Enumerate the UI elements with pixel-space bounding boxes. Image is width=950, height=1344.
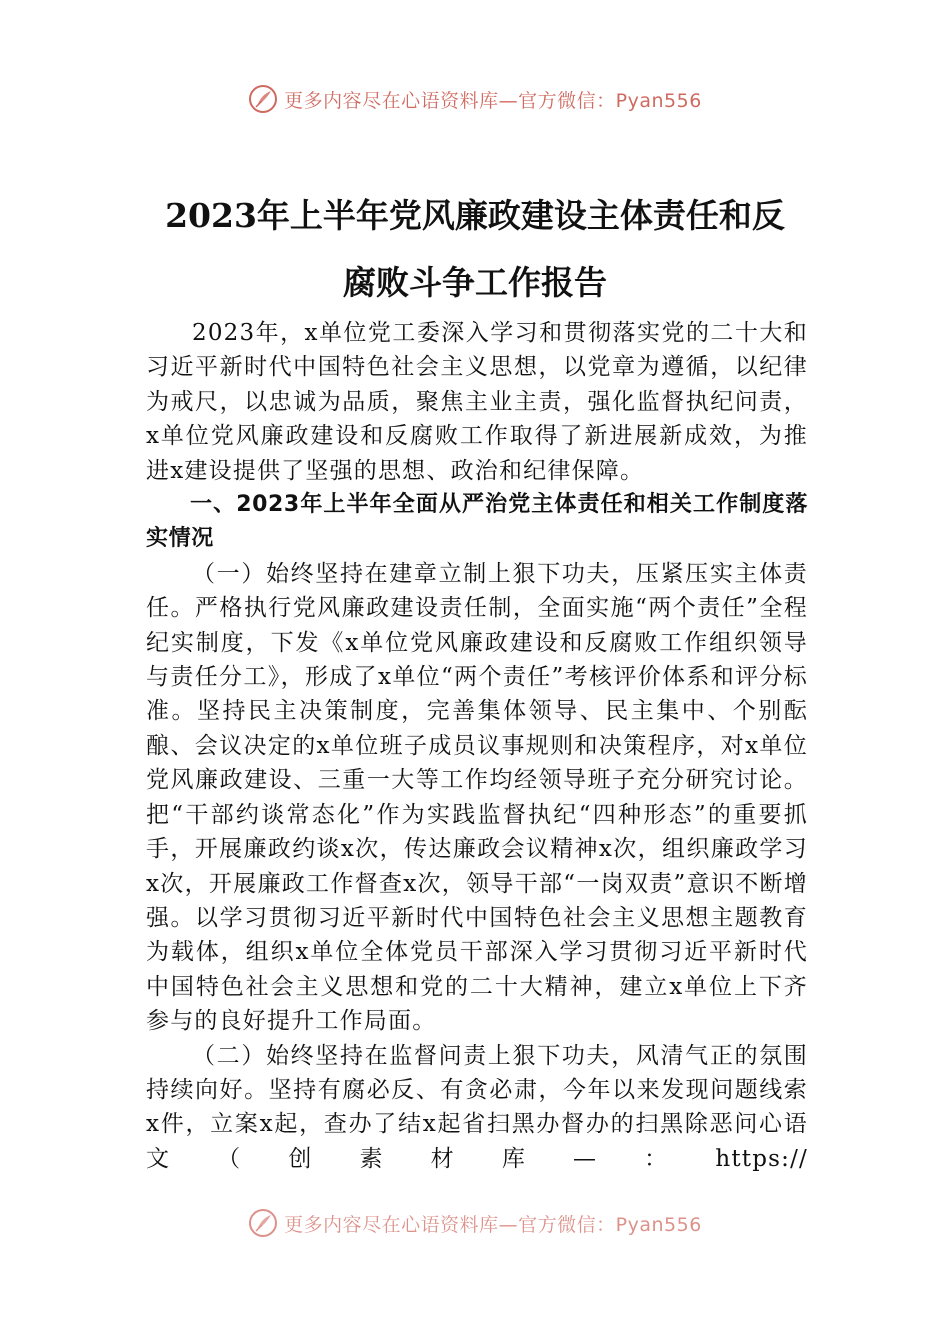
watermark-text: 更多内容尽在心语资料库—官方微信：Pyan556	[284, 89, 702, 112]
intro-paragraph: 2023年，x单位党工委深入学习和贯彻落实党的二十大和习近平新时代中国特色社会主义思想，以党章为遵循，以纪律为戒尺，以忠诚为品质，聚焦主业主责，强化监督执纪问责，x单位党风廉政建设和反腐败工作取得了新进展新成效，为推进x建设提供了坚强的思想、政治和纪律保障。	[146, 320, 808, 484]
watermark-footer	[0, 1208, 950, 1238]
watermark-header	[0, 84, 950, 114]
document-title-line-1: 2023年上半年党风廉政建设主体责任和反	[165, 196, 785, 235]
body-paragraph-2: （二）始终坚持在监督问责上狠下功夫，风清气正的氛围持续向好。坚持有腐必反、有贪必肃，今年以来发现问题线索x件，立案x起，查办了结x起省扫黑办督办的扫黑除恶问心语文（创素材库—：https://	[146, 1042, 808, 1172]
body-paragraph-1: （一）始终坚持在建章立制上狠下功夫，压紧压实主体责任。严格执行党风廉政建设责任制，全面实施“两个责任”全程纪实制度，下发《x单位党风廉政建设和反腐败工作组织领导与责任分工》，形成了x单位“两个责任”考核评价体系和评分标准。坚持民主决策制度，完善集体领导、民主集中、个别酝酿、会议决定的x单位班子成员议事规则和决策程序，对x单位党风廉政建设、三重一大等工作均经领导班子充分研究讨论。把“干部约谈常态化”作为实践监督执纪“四种形态”的重要抓手，开展廉政约谈x次，传达廉政会议精神x次，组织廉政学习x次，开展廉政工作督查x次，领导干部“一岗双责”意识不断增强。以学习贯彻习近平新时代中国特色社会主义思想主题教育为载体，组织x单位全体党员干部深入学习贯彻习近平新时代中国特色社会主义思想和党的二十大精神，建立x单位上下齐参与的良好提升工作局面。	[146, 560, 808, 1035]
document-body	[146, 316, 808, 1176]
section-heading: 一、2023年上半年全面从严治党主体责任和相关工作制度落实情况	[146, 492, 808, 552]
watermark-text: 更多内容尽在心语资料库—官方微信：Pyan556	[284, 1213, 702, 1236]
document-title-line-2: 腐败斗争工作报告	[343, 263, 607, 302]
feather-pen-logo-icon	[248, 84, 278, 114]
feather-pen-logo-icon	[248, 1208, 278, 1238]
